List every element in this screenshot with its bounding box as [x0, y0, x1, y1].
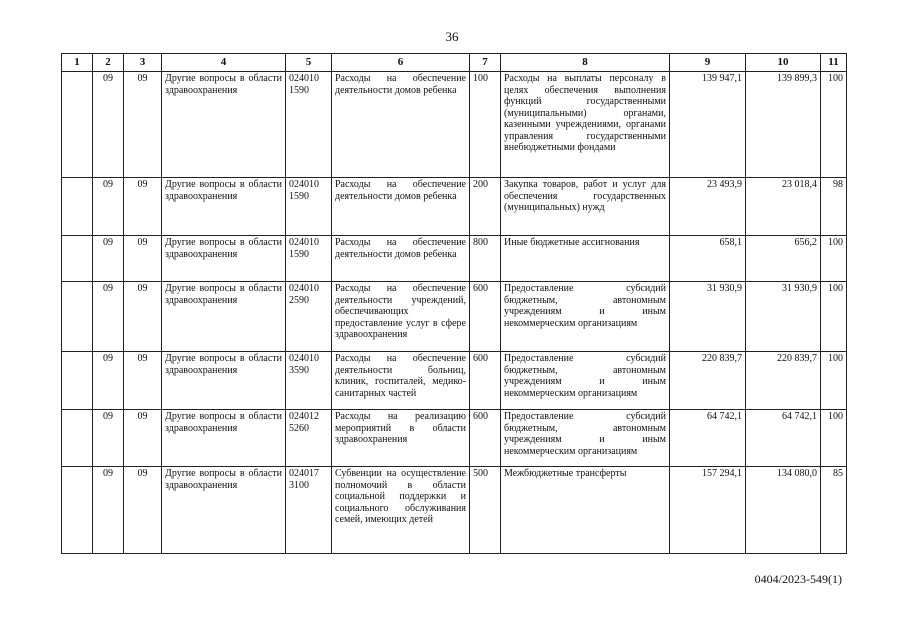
cell-section: 09: [93, 282, 124, 352]
cell-planned-amount: 139 947,1: [670, 72, 746, 178]
cell-actual-amount: 220 839,7: [746, 352, 821, 410]
cell-subsection: 09: [124, 178, 162, 236]
cell-expense-kind-code: 600: [470, 282, 501, 352]
cell-expense-kind: Иные бюджетные ассигнования: [501, 236, 670, 282]
table-row: [62, 410, 847, 467]
target-code-part-2: 5260: [289, 422, 309, 434]
col-header-4: 4: [162, 54, 286, 72]
cell-target-code: [286, 282, 332, 352]
cell-actual-amount: 139 899,3: [746, 72, 821, 178]
col-header-5: 5: [286, 54, 332, 72]
cell-actual-amount: 23 018,4: [746, 178, 821, 236]
cell-subsection: 09: [124, 352, 162, 410]
cell-section-name: Другие вопросы в области здравоохранения: [162, 72, 286, 178]
cell-target-code: [286, 236, 332, 282]
cell-expense-kind: Межбюджетные трансферты: [501, 467, 670, 554]
cell-percent: 100: [821, 236, 847, 282]
target-code-part-1: 024012: [289, 411, 319, 422]
table-row: [62, 72, 847, 178]
cell-section-name: Другие вопросы в области здравоохранения: [162, 178, 286, 236]
target-code-part-2: 1590: [289, 248, 309, 260]
col-header-11: 11: [821, 54, 847, 72]
cell-planned-amount: 658,1: [670, 236, 746, 282]
cell-expense-kind-code: 500: [470, 467, 501, 554]
cell-number: [62, 282, 93, 352]
cell-percent: 85: [821, 467, 847, 554]
cell-section-name: Другие вопросы в области здравоохранения: [162, 352, 286, 410]
target-code-part-1: 024010: [289, 237, 319, 248]
cell-number: [62, 410, 93, 467]
target-code-part-2: 3100: [289, 479, 309, 491]
target-code-part-1: 024010: [289, 73, 319, 84]
col-header-6: 6: [332, 54, 470, 72]
cell-percent: 100: [821, 410, 847, 467]
cell-expense-kind-code: 600: [470, 352, 501, 410]
cell-actual-amount: 656,2: [746, 236, 821, 282]
cell-section: 09: [93, 410, 124, 467]
target-code-part-2: 1590: [289, 84, 309, 96]
col-header-9: 9: [670, 54, 746, 72]
cell-expense-kind: Расходы на выплаты персоналу в целях обеспечения выполнения функций государственными (муниципальными) органами, казенными учреждениями, органами управления государственными внебюджетными фондами: [501, 72, 670, 178]
cell-purpose: Расходы на обеспечение деятельности учреждений, обеспечивающих предоставление услуг в сфере здравоохранения: [332, 282, 470, 352]
cell-target-code: [286, 410, 332, 467]
cell-number: [62, 236, 93, 282]
cell-section: 09: [93, 467, 124, 554]
cell-planned-amount: 23 493,9: [670, 178, 746, 236]
cell-expense-kind-code: 200: [470, 178, 501, 236]
table-row: [62, 178, 847, 236]
target-code-part-1: 024017: [289, 468, 319, 479]
col-header-7: 7: [470, 54, 501, 72]
cell-expense-kind-code: 100: [470, 72, 501, 178]
cell-planned-amount: 64 742,1: [670, 410, 746, 467]
col-header-1: 1: [62, 54, 93, 72]
col-header-10: 10: [746, 54, 821, 72]
cell-section: 09: [93, 236, 124, 282]
cell-section-name: Другие вопросы в области здравоохранения: [162, 410, 286, 467]
target-code-part-2: 1590: [289, 190, 309, 202]
cell-subsection: 09: [124, 72, 162, 178]
cell-purpose: Субвенции на осуществление полномочий в области социальной поддержки и социального обслуживания семей, имеющих детей: [332, 467, 470, 554]
cell-subsection: 09: [124, 236, 162, 282]
cell-actual-amount: 134 080,0: [746, 467, 821, 554]
cell-expense-kind-code: 800: [470, 236, 501, 282]
cell-subsection: 09: [124, 410, 162, 467]
cell-planned-amount: 220 839,7: [670, 352, 746, 410]
budget-table: [61, 53, 847, 554]
cell-actual-amount: 64 742,1: [746, 410, 821, 467]
target-code-part-1: 024010: [289, 179, 319, 190]
col-header-3: 3: [124, 54, 162, 72]
target-code-part-2: 2590: [289, 294, 309, 306]
col-header-8: 8: [501, 54, 670, 72]
cell-purpose: Расходы на обеспечение деятельности домов ребенка: [332, 72, 470, 178]
col-header-2: 2: [93, 54, 124, 72]
target-code-part-1: 024010: [289, 283, 319, 294]
cell-section-name: Другие вопросы в области здравоохранения: [162, 282, 286, 352]
cell-expense-kind: Предоставление субсидий бюджетным, автономным учреждениям и иным некоммерческим организациям: [501, 352, 670, 410]
cell-number: [62, 72, 93, 178]
cell-number: [62, 178, 93, 236]
cell-actual-amount: 31 930,9: [746, 282, 821, 352]
cell-purpose: Расходы на обеспечение деятельности больниц, клиник, госпиталей, медико-санитарных частей: [332, 352, 470, 410]
cell-section: 09: [93, 178, 124, 236]
cell-section: 09: [93, 352, 124, 410]
header-row: [62, 54, 847, 72]
cell-target-code: [286, 467, 332, 554]
cell-planned-amount: 31 930,9: [670, 282, 746, 352]
cell-purpose: Расходы на обеспечение деятельности домов ребенка: [332, 178, 470, 236]
cell-section-name: Другие вопросы в области здравоохранения: [162, 467, 286, 554]
table-row: [62, 236, 847, 282]
page-number: 36: [445, 29, 459, 44]
document-code: 0404/2023-549(1): [754, 572, 842, 586]
cell-purpose: Расходы на реализацию мероприятий в области здравоохранения: [332, 410, 470, 467]
cell-percent: 100: [821, 282, 847, 352]
table-row: [62, 467, 847, 554]
cell-expense-kind-code: 600: [470, 410, 501, 467]
table-row: [62, 282, 847, 352]
cell-section-name: Другие вопросы в области здравоохранения: [162, 236, 286, 282]
cell-section: 09: [93, 72, 124, 178]
target-code-part-1: 024010: [289, 353, 319, 364]
cell-expense-kind: Предоставление субсидий бюджетным, автономным учреждениям и иным некоммерческим организациям: [501, 410, 670, 467]
cell-target-code: [286, 352, 332, 410]
cell-expense-kind: Закупка товаров, работ и услуг для обеспечения государственных (муниципальных) нужд: [501, 178, 670, 236]
cell-subsection: 09: [124, 467, 162, 554]
cell-number: [62, 467, 93, 554]
cell-purpose: Расходы на обеспечение деятельности домов ребенка: [332, 236, 470, 282]
cell-expense-kind: Предоставление субсидий бюджетным, автономным учреждениям и иным некоммерческим организациям: [501, 282, 670, 352]
table-row: [62, 352, 847, 410]
cell-planned-amount: 157 294,1: [670, 467, 746, 554]
target-code-part-2: 3590: [289, 364, 309, 376]
cell-percent: 100: [821, 352, 847, 410]
cell-number: [62, 352, 93, 410]
cell-percent: 100: [821, 72, 847, 178]
cell-subsection: 09: [124, 282, 162, 352]
cell-percent: 98: [821, 178, 847, 236]
cell-target-code: [286, 72, 332, 178]
cell-target-code: [286, 178, 332, 236]
